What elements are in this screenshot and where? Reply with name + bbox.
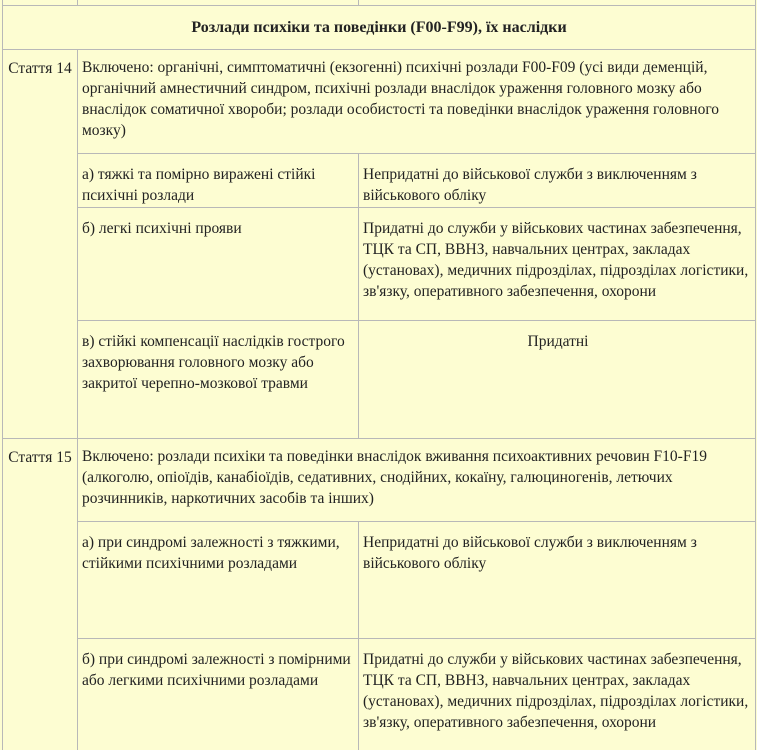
- article-15-row-a: [3, 522, 756, 639]
- article-15-result-b: Придатні до служби у військових частинах забезпечення, ТЦК та СП, ВВНЗ, навчальних центрах, закладах (установах), медичних підрозділах, підрозділах логістики, зв'язку, оперативного забезпечення, охорони: [359, 639, 756, 750]
- article-14-condition-a: а) тяжкі та помірно виражені стійкі психічні розлади: [78, 154, 359, 208]
- section-title: Розлади психіки та поведінки (F00-F99), їх наслідки: [3, 6, 756, 50]
- article-14-result-b: Придатні до служби у військових частинах забезпечення, ТЦК та СП, ВВНЗ, навчальних центрах, закладах (установах), медичних підрозділах, підрозділах логістики, зв'язку, оперативного забезпечення, охорони: [359, 208, 756, 321]
- section-header-row: [3, 6, 756, 50]
- article-14-condition-b: б) легкі психічні прояви: [78, 208, 359, 321]
- article-15-label: Стаття 15: [3, 439, 78, 750]
- article-14-row-c: [3, 321, 756, 439]
- article-14-row-b: [3, 208, 756, 321]
- article-14-label: Стаття 14: [3, 50, 78, 439]
- article-14-result-a: Непридатні до військової служби з виключенням з військового обліку: [359, 154, 756, 208]
- medical-fitness-table: [2, 0, 756, 750]
- article-15-condition-b: б) при синдромі залежності з помірними або легкими психічними розладами: [78, 639, 359, 750]
- article-15-condition-a: а) при синдромі залежності з тяжкими, стійкими психічними розладами: [78, 522, 359, 639]
- article-14-included-text: Включено: органічні, симптоматичні (екзогенні) психічні розлади F00-F09 (усі види деменцій, органічний амнестичний синдром, психічні розлади внаслідок ураження головного мозку або внаслідок соматичної хвороби; розлади особистості та поведінки внаслідок ураження головного мозку): [78, 50, 756, 154]
- article-14-result-c: Придатні: [359, 321, 756, 439]
- article-15-row-b: [3, 639, 756, 750]
- article-15-included-text: Включено: розлади психіки та поведінки внаслідок вживання психоактивних речовин F10-F19 (алкоголю, опіоїдів, канабіоїдів, седативних, снодійних, кокаїну, галюциногенів, летючих розчинників, наркотичних засобів та інших): [78, 439, 756, 522]
- article-14-included-row: [3, 50, 756, 154]
- article-14-row-a: [3, 154, 756, 208]
- article-14-condition-c: в) стійкі компенсації наслідків гострого захворювання головного мозку або закритої черепно-мозкової травми: [78, 321, 359, 439]
- article-15-result-a: Непридатні до військової служби з виключенням з військового обліку: [359, 522, 756, 639]
- article-15-included-row: [3, 439, 756, 522]
